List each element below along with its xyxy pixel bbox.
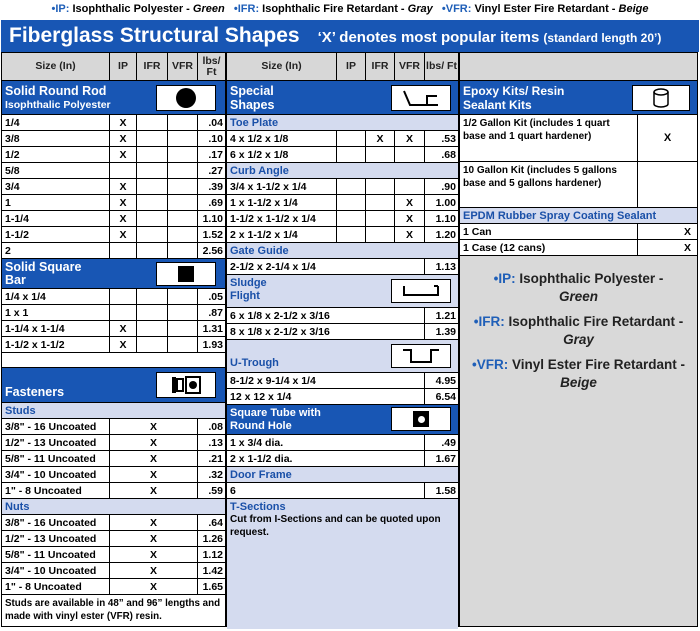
- table-cell: [137, 289, 168, 304]
- table-cell: 1: [2, 195, 110, 210]
- round-rod-subtitle: Isophthalic Polyester: [5, 99, 111, 111]
- table-cell: X: [110, 419, 198, 434]
- table-cell: 3/4: [2, 179, 110, 194]
- table-row: [2, 195, 225, 211]
- legend-ifr-text: Isophthalic Fire Retardant -: [259, 3, 408, 15]
- table-cell: X: [110, 579, 198, 594]
- studs-rows: [2, 419, 225, 499]
- table-row: [2, 243, 225, 259]
- table-row: [2, 419, 225, 435]
- table-row: [227, 483, 458, 499]
- table-cell: 3/8" - 16 Uncoated: [2, 515, 110, 530]
- table-cell: 1-1/2 x 1-1/2: [2, 337, 110, 352]
- table-cell: [168, 195, 198, 210]
- table-cell: .13: [208, 436, 223, 449]
- table-cell: X: [395, 227, 425, 242]
- table-cell: 6 x 1/2 x 1/8: [227, 147, 337, 162]
- table-cell: [137, 147, 168, 162]
- left-column-header: [2, 53, 225, 81]
- table-cell: .49: [441, 436, 456, 449]
- table-cell: 2 x 1-1/2 dia.: [227, 451, 425, 466]
- right-header-blank: [460, 53, 697, 81]
- table-cell: .17: [208, 148, 223, 161]
- table-cell: [395, 147, 425, 162]
- legend-ip-code: •IP:: [493, 271, 516, 286]
- legend-vfr-text: Vinyl Ester Fire Retardant -: [471, 3, 619, 15]
- table-cell: 2.56: [202, 244, 223, 257]
- square-bar-rows: [2, 289, 225, 353]
- table-cell: [337, 195, 366, 210]
- table-cell: 5/8" - 11 Uncoated: [2, 451, 110, 466]
- table-cell: 1.13: [435, 260, 456, 273]
- table-cell: [168, 321, 198, 336]
- table-cell: 1.00: [435, 196, 456, 209]
- table-cell: 5/8" - 11 Uncoated: [2, 547, 110, 562]
- table-row: [2, 451, 225, 467]
- table-cell: .53: [441, 132, 456, 145]
- table-cell: 6: [227, 483, 425, 498]
- table-cell: 1-1/2: [2, 227, 110, 242]
- table-cell: 1/2: [2, 147, 110, 162]
- table-row: [2, 115, 225, 131]
- table-cell: X: [110, 147, 137, 162]
- table-row: [460, 224, 697, 240]
- square-tube-label: Square Tube with Round Hole: [230, 407, 321, 432]
- legend-ip-text: Isophthalic Polyester -: [69, 3, 193, 15]
- table-cell: X: [110, 321, 137, 336]
- middle-panel: [226, 52, 459, 627]
- t-sections-label: T-Sections: [230, 501, 286, 513]
- table-cell: [110, 305, 137, 320]
- table-row: [2, 563, 225, 579]
- table-cell: [168, 305, 198, 320]
- table-cell: [395, 179, 425, 194]
- table-cell: [168, 131, 198, 146]
- table-cell: 1.39: [435, 325, 456, 338]
- legend-ifr-color: Gray: [407, 3, 433, 15]
- table-cell: [137, 305, 168, 320]
- col-vfr: VFR: [168, 53, 198, 80]
- table-cell: [366, 227, 395, 242]
- curb-angle-label: Curb Angle: [227, 163, 458, 179]
- table-cell: X: [110, 115, 137, 130]
- square-tube-header: [227, 405, 458, 435]
- table-row: [2, 435, 225, 451]
- square-bar-header: [2, 259, 225, 289]
- table-cell: 1.10: [202, 212, 223, 225]
- table-cell: [366, 179, 395, 194]
- table-cell: 1 x 1: [2, 305, 110, 320]
- table-cell: [137, 337, 168, 352]
- table-cell: .08: [208, 420, 223, 433]
- table-row: [227, 373, 458, 389]
- table-cell: 1.20: [435, 228, 456, 241]
- col-lbs: lbs/ Ft: [426, 60, 457, 72]
- table-cell: X: [395, 195, 425, 210]
- table-cell: 1.21: [435, 309, 456, 322]
- legend-ifr-code: •IFR:: [233, 3, 260, 15]
- table-row: [2, 211, 225, 227]
- table-cell: .32: [208, 468, 223, 481]
- table-cell: [337, 147, 366, 162]
- table-cell: 1.31: [202, 322, 223, 335]
- table-row: [2, 305, 225, 321]
- table-cell: X: [110, 131, 137, 146]
- square-tube-icon: [391, 407, 451, 431]
- table-cell: 1/4 x 1/4: [2, 289, 110, 304]
- legend-vfr-color: Beige: [618, 3, 649, 15]
- col-ifr: IFR: [137, 53, 168, 80]
- table-row: [2, 531, 225, 547]
- table-cell: X: [395, 131, 425, 146]
- table-cell: 1" - 8 Uncoated: [2, 483, 110, 498]
- table-cell: X: [110, 211, 137, 226]
- table-cell: .27: [208, 164, 223, 177]
- epoxy-row: [460, 115, 697, 162]
- table-row: [2, 515, 225, 531]
- legend-vfr-code: •VFR:: [441, 3, 472, 15]
- table-cell: 1.10: [435, 212, 456, 225]
- table-row: [2, 579, 225, 595]
- text-cell: Green: [558, 289, 599, 304]
- table-row: [2, 321, 225, 337]
- text-cell: 10 Gallon Kit (includes 5 gallons base and 5 gallons hardener): [460, 162, 638, 207]
- table-row: [2, 289, 225, 305]
- special-shapes-title: Special Shapes: [230, 84, 275, 112]
- table-row: [227, 179, 458, 195]
- table-cell: 4.95: [435, 374, 456, 387]
- table-cell: X: [110, 531, 198, 546]
- table-cell: [168, 337, 198, 352]
- legend-ip-color: Green: [192, 3, 225, 15]
- table-cell: X: [110, 547, 198, 562]
- table-cell: 1-1/2 x 1-1/2 x 1/4: [227, 211, 337, 226]
- table-cell: X: [110, 337, 137, 352]
- table-cell: 5/8: [2, 163, 110, 178]
- round-rod-rows: [2, 115, 225, 259]
- fasteners-header: [2, 368, 225, 403]
- table-cell: X: [110, 179, 137, 194]
- text-cell: X: [663, 132, 672, 144]
- table-cell: 1 Case (12 cans): [460, 240, 638, 255]
- table-cell: 1.65: [202, 580, 223, 593]
- table-cell: 1.26: [202, 532, 223, 545]
- t-sections-note: Cut from I-Sections and can be quoted upon request.: [230, 514, 441, 538]
- table-row: [2, 179, 225, 195]
- table-cell: [137, 179, 168, 194]
- table-cell: 3/4" - 10 Uncoated: [2, 467, 110, 482]
- standard-length-note: (standard length 20’): [543, 31, 662, 45]
- table-cell: 1.52: [202, 228, 223, 241]
- studs-note: Studs are available in 48” and 96” lengths and made with vinyl ester (VFR) resin.: [5, 598, 221, 622]
- studs-label: Studs: [2, 403, 225, 419]
- middle-column-header: [227, 53, 458, 81]
- table-cell: [366, 211, 395, 226]
- table-cell: [137, 211, 168, 226]
- gate-guide-label: Gate Guide: [227, 243, 458, 259]
- table-row: [227, 259, 458, 275]
- table-cell: X: [110, 451, 198, 466]
- table-cell: 1 x 3/4 dia.: [227, 435, 425, 450]
- table-cell: X: [110, 515, 198, 530]
- table-cell: 8 x 1/8 x 2-1/2 x 3/16: [227, 324, 425, 339]
- table-cell: 1 Can: [460, 224, 638, 239]
- table-cell: [110, 163, 137, 178]
- table-cell: [168, 115, 198, 130]
- legend-ip-code: •IP:: [51, 3, 70, 15]
- table-cell: .59: [208, 484, 223, 497]
- text-cell: 1/2 Gallon Kit (includes 1 quart base and 1 quart hardener): [460, 115, 638, 161]
- table-cell: .90: [441, 180, 456, 193]
- table-cell: [168, 289, 198, 304]
- table-cell: X: [683, 241, 691, 254]
- sludge-flight-icon: [391, 279, 451, 303]
- col-size: Size (In): [227, 53, 337, 80]
- table-cell: X: [110, 435, 198, 450]
- table-row: [227, 227, 458, 243]
- table-cell: [137, 227, 168, 242]
- table-cell: [137, 163, 168, 178]
- legend-vfr-code: •VFR:: [471, 357, 509, 372]
- nuts-label: Nuts: [2, 499, 225, 515]
- toe-plate-label: Toe Plate: [227, 115, 458, 131]
- epoxy-row: [460, 162, 697, 208]
- table-cell: 1.58: [435, 484, 456, 497]
- nuts-rows: [2, 515, 225, 595]
- table-cell: 1.12: [202, 548, 223, 561]
- table-row: [227, 211, 458, 227]
- t-sections-block: [227, 499, 458, 629]
- square-bar-title: Solid Square Bar: [5, 260, 82, 287]
- table-row: [2, 147, 225, 163]
- table-cell: X: [110, 195, 137, 210]
- table-cell: 3/8: [2, 131, 110, 146]
- col-ip: IP: [337, 53, 366, 80]
- table-cell: 3/8" - 16 Uncoated: [2, 419, 110, 434]
- table-cell: 1" - 8 Uncoated: [2, 579, 110, 594]
- text-cell: Gray: [563, 332, 594, 347]
- table-cell: X: [110, 467, 198, 482]
- bolt-nut-icon: [156, 372, 216, 398]
- col-ifr: IFR: [366, 53, 395, 80]
- text-cell: Isophthalic Polyester -: [519, 271, 664, 286]
- table-cell: X: [110, 483, 198, 498]
- title-bar: [1, 20, 699, 52]
- table-cell: X: [110, 227, 137, 242]
- table-row: [227, 147, 458, 163]
- table-cell: 1-1/4 x 1-1/4: [2, 321, 110, 336]
- table-cell: 2-1/2 x 2-1/4 x 1/4: [227, 259, 425, 274]
- table-cell: 6 x 1/8 x 2-1/2 x 3/16: [227, 308, 425, 323]
- table-cell: X: [395, 211, 425, 226]
- col-vfr: VFR: [395, 53, 425, 80]
- table-cell: [168, 179, 198, 194]
- table-cell: .10: [208, 132, 223, 145]
- table-cell: [137, 131, 168, 146]
- legend-ifr-code: •IFR:: [473, 314, 505, 329]
- table-cell: [110, 289, 137, 304]
- col-lbs: lbs/ Ft: [202, 54, 221, 78]
- round-rod-header: [2, 81, 225, 115]
- special-shape-icon: [391, 85, 451, 111]
- u-trough-header: [227, 340, 458, 373]
- table-cell: [366, 195, 395, 210]
- table-cell: 1-1/4: [2, 211, 110, 226]
- table-cell: [168, 227, 198, 242]
- table-cell: X: [366, 131, 395, 146]
- table-row: [2, 483, 225, 499]
- table-cell: 6.54: [435, 390, 456, 403]
- round-rod-title: Solid Round Rod: [5, 84, 107, 98]
- table-cell: 2 x 1-1/2 x 1/4: [227, 227, 337, 242]
- door-frame-label: Door Frame: [227, 467, 458, 483]
- table-row: [227, 308, 458, 324]
- table-cell: 4 x 1/2 x 1/8: [227, 131, 337, 146]
- table-cell: [337, 131, 366, 146]
- page-subtitle: ‘X’ denotes most popular items: [317, 29, 540, 46]
- table-cell: .68: [441, 148, 456, 161]
- table-row: [2, 337, 225, 353]
- u-trough-icon: [391, 344, 451, 368]
- table-row: [2, 467, 225, 483]
- table-row: [227, 451, 458, 467]
- table-cell: 1.67: [435, 452, 456, 465]
- spacer: [2, 353, 225, 368]
- table-row: [2, 547, 225, 563]
- table-cell: 1.42: [202, 564, 223, 577]
- table-cell: [337, 211, 366, 226]
- epoxy-header: [460, 81, 697, 115]
- text-cell: Vinyl Ester Fire Retardant -: [511, 357, 686, 372]
- table-row: [2, 131, 225, 147]
- table-cell: X: [683, 225, 691, 238]
- table-cell: [110, 243, 137, 258]
- table-cell: 2: [2, 243, 110, 258]
- table-cell: [366, 147, 395, 162]
- table-cell: .69: [208, 196, 223, 209]
- table-cell: 3/4" - 10 Uncoated: [2, 563, 110, 578]
- text-cell: [638, 162, 697, 207]
- table-row: [2, 163, 225, 179]
- table-cell: X: [110, 563, 198, 578]
- table-row: [460, 240, 697, 256]
- table-cell: .21: [208, 452, 223, 465]
- table-cell: [137, 195, 168, 210]
- table-cell: [168, 243, 198, 258]
- col-size: Size (In): [2, 53, 110, 80]
- solid-circle-icon: [156, 85, 216, 111]
- u-trough-label: U-Trough: [230, 357, 279, 369]
- table-cell: .87: [208, 306, 223, 319]
- right-legend: [460, 256, 697, 392]
- table-cell: 3/4 x 1-1/2 x 1/4: [227, 179, 337, 194]
- table-cell: .04: [208, 116, 223, 129]
- table-cell: 1 x 1-1/2 x 1/4: [227, 195, 337, 210]
- table-row: [227, 389, 458, 405]
- epdm-label: EPDM Rubber Spray Coating Sealant: [460, 208, 697, 224]
- table-cell: [137, 321, 168, 336]
- can-icon: [632, 85, 690, 111]
- special-shapes-header: [227, 81, 458, 115]
- sludge-flight-label: Sludge Flight: [230, 277, 267, 302]
- table-cell: .39: [208, 180, 223, 193]
- table-cell: 1/2" - 13 Uncoated: [2, 435, 110, 450]
- table-row: [227, 324, 458, 340]
- table-cell: .05: [208, 290, 223, 303]
- table-cell: [137, 243, 168, 258]
- text-cell: Beige: [560, 375, 597, 390]
- table-cell: [337, 227, 366, 242]
- table-row: [2, 227, 225, 243]
- text-cell: Isophthalic Fire Retardant -: [508, 314, 684, 329]
- table-row: [227, 131, 458, 147]
- fasteners-title: Fasteners: [5, 385, 65, 399]
- table-cell: 1/2" - 13 Uncoated: [2, 531, 110, 546]
- table-cell: 1/4: [2, 115, 110, 130]
- page-title: Fiberglass Structural Shapes: [9, 24, 300, 47]
- table-row: [227, 195, 458, 211]
- table-row: [227, 435, 458, 451]
- top-legend: [0, 0, 700, 19]
- table-cell: [168, 163, 198, 178]
- table-cell: 1.93: [202, 338, 223, 351]
- table-cell: [168, 211, 198, 226]
- sludge-flight-header: [227, 275, 458, 308]
- table-cell: [337, 179, 366, 194]
- table-cell: 12 x 12 x 1/4: [227, 389, 425, 404]
- table-cell: .64: [208, 516, 223, 529]
- left-panel: [1, 52, 226, 627]
- epoxy-title: Epoxy Kits/ Resin Sealant Kits: [463, 84, 565, 112]
- table-cell: [168, 147, 198, 162]
- right-panel: [459, 52, 698, 627]
- col-ip: IP: [110, 53, 137, 80]
- table-cell: 8-1/2 x 9-1/4 x 1/4: [227, 373, 425, 388]
- solid-square-icon: [156, 262, 216, 286]
- table-cell: [137, 115, 168, 130]
